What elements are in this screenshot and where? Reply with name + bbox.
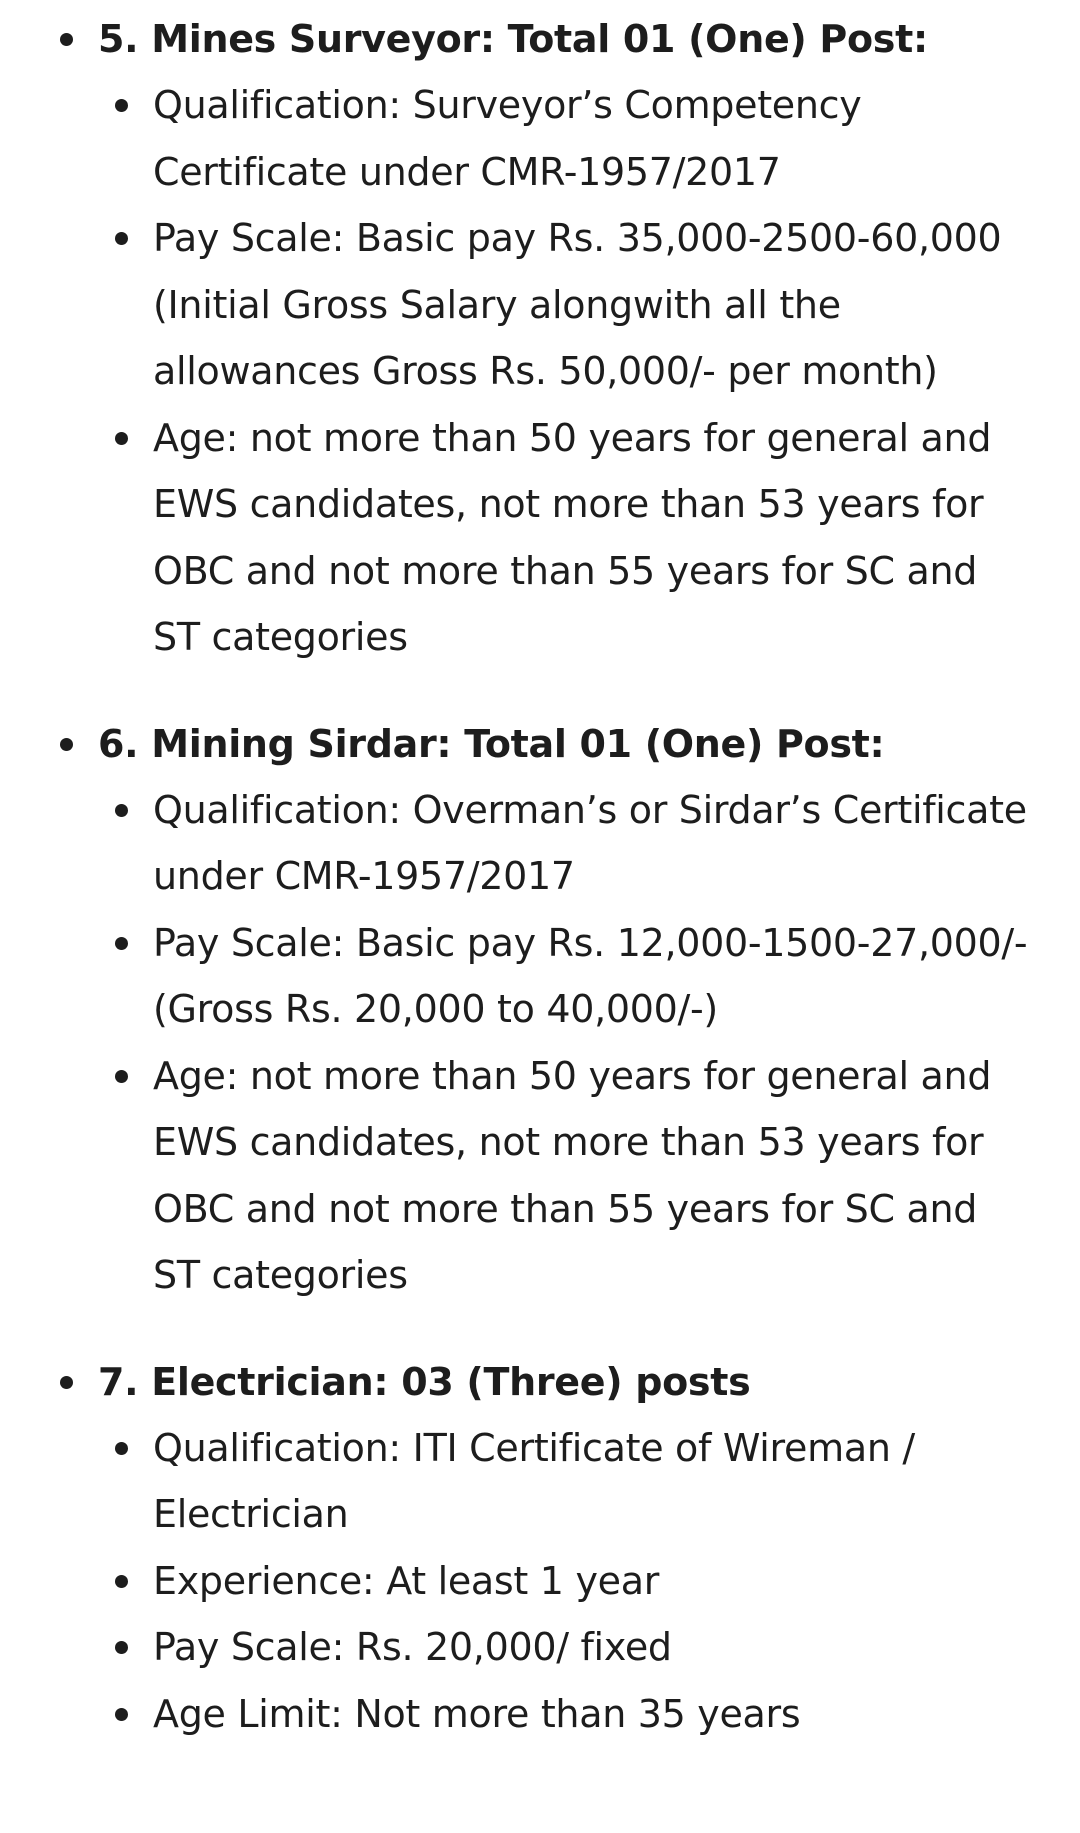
bullet-icon <box>115 937 128 950</box>
bullet-icon <box>115 232 128 245</box>
detail-item-qualification <box>98 1415 1080 1548</box>
detail-item-qualification <box>98 777 1080 910</box>
post-details-list <box>98 72 1080 671</box>
post-details-list <box>98 777 1080 1309</box>
bullet-icon <box>115 1070 128 1083</box>
bullet-icon <box>115 1575 128 1588</box>
detail-item-age <box>98 405 1080 671</box>
post-item-mines-surveyor <box>0 6 1080 671</box>
bullet-icon <box>115 432 128 445</box>
detail-text: Qualification: ITI Certificate of Wireman / Electrician <box>153 1425 915 1536</box>
detail-item-experience <box>98 1548 1080 1615</box>
detail-item-pay-scale <box>98 910 1080 1043</box>
bullet-icon <box>115 1442 128 1455</box>
post-title: 6. Mining Sirdar: Total 01 (One) Post: <box>98 721 885 766</box>
detail-text: Pay Scale: Basic pay Rs. 12,000-1500-27,000/- (Gross Rs. 20,000 to 40,000/-) <box>153 920 1028 1031</box>
bullet-icon <box>60 738 73 751</box>
bullet-icon <box>115 1641 128 1654</box>
post-details-list <box>98 1415 1080 1748</box>
detail-item-age <box>98 1043 1080 1309</box>
detail-item-qualification <box>98 72 1080 205</box>
bullet-icon <box>60 1376 73 1389</box>
detail-item-pay-scale <box>98 1614 1080 1681</box>
detail-text: Experience: At least 1 year <box>153 1558 660 1603</box>
detail-text: Qualification: Surveyor’s Competency Certificate under CMR-1957/2017 <box>153 83 862 194</box>
posts-list <box>0 6 1080 1747</box>
detail-text: Age: not more than 50 years for general and EWS candidates, not more than 53 years for OBC and not more than 55 years for SC and ST categories <box>153 1053 992 1297</box>
detail-text: Pay Scale: Basic pay Rs. 35,000-2500-60,000 (Initial Gross Salary alongwith all the allowances Gross Rs. 50,000/- per month) <box>153 216 1002 393</box>
bullet-icon <box>115 804 128 817</box>
detail-item-pay-scale <box>98 205 1080 405</box>
detail-text: Age: not more than 50 years for general and EWS candidates, not more than 53 years for OBC and not more than 55 years for SC and ST categories <box>153 415 992 659</box>
detail-text: Qualification: Overman’s or Sirdar’s Certificate under CMR-1957/2017 <box>153 787 1027 898</box>
bullet-icon <box>115 99 128 112</box>
post-title: 7. Electrician: 03 (Three) posts <box>98 1359 751 1404</box>
post-item-mining-sirdar <box>0 711 1080 1309</box>
detail-text: Age Limit: Not more than 35 years <box>153 1691 801 1736</box>
bullet-icon <box>60 33 73 46</box>
post-title: 5. Mines Surveyor: Total 01 (One) Post: <box>98 17 928 61</box>
bullet-icon <box>115 1708 128 1721</box>
post-item-electrician <box>0 1349 1080 1748</box>
detail-text: Pay Scale: Rs. 20,000/ fixed <box>153 1625 672 1669</box>
detail-item-age-limit <box>98 1681 1080 1748</box>
